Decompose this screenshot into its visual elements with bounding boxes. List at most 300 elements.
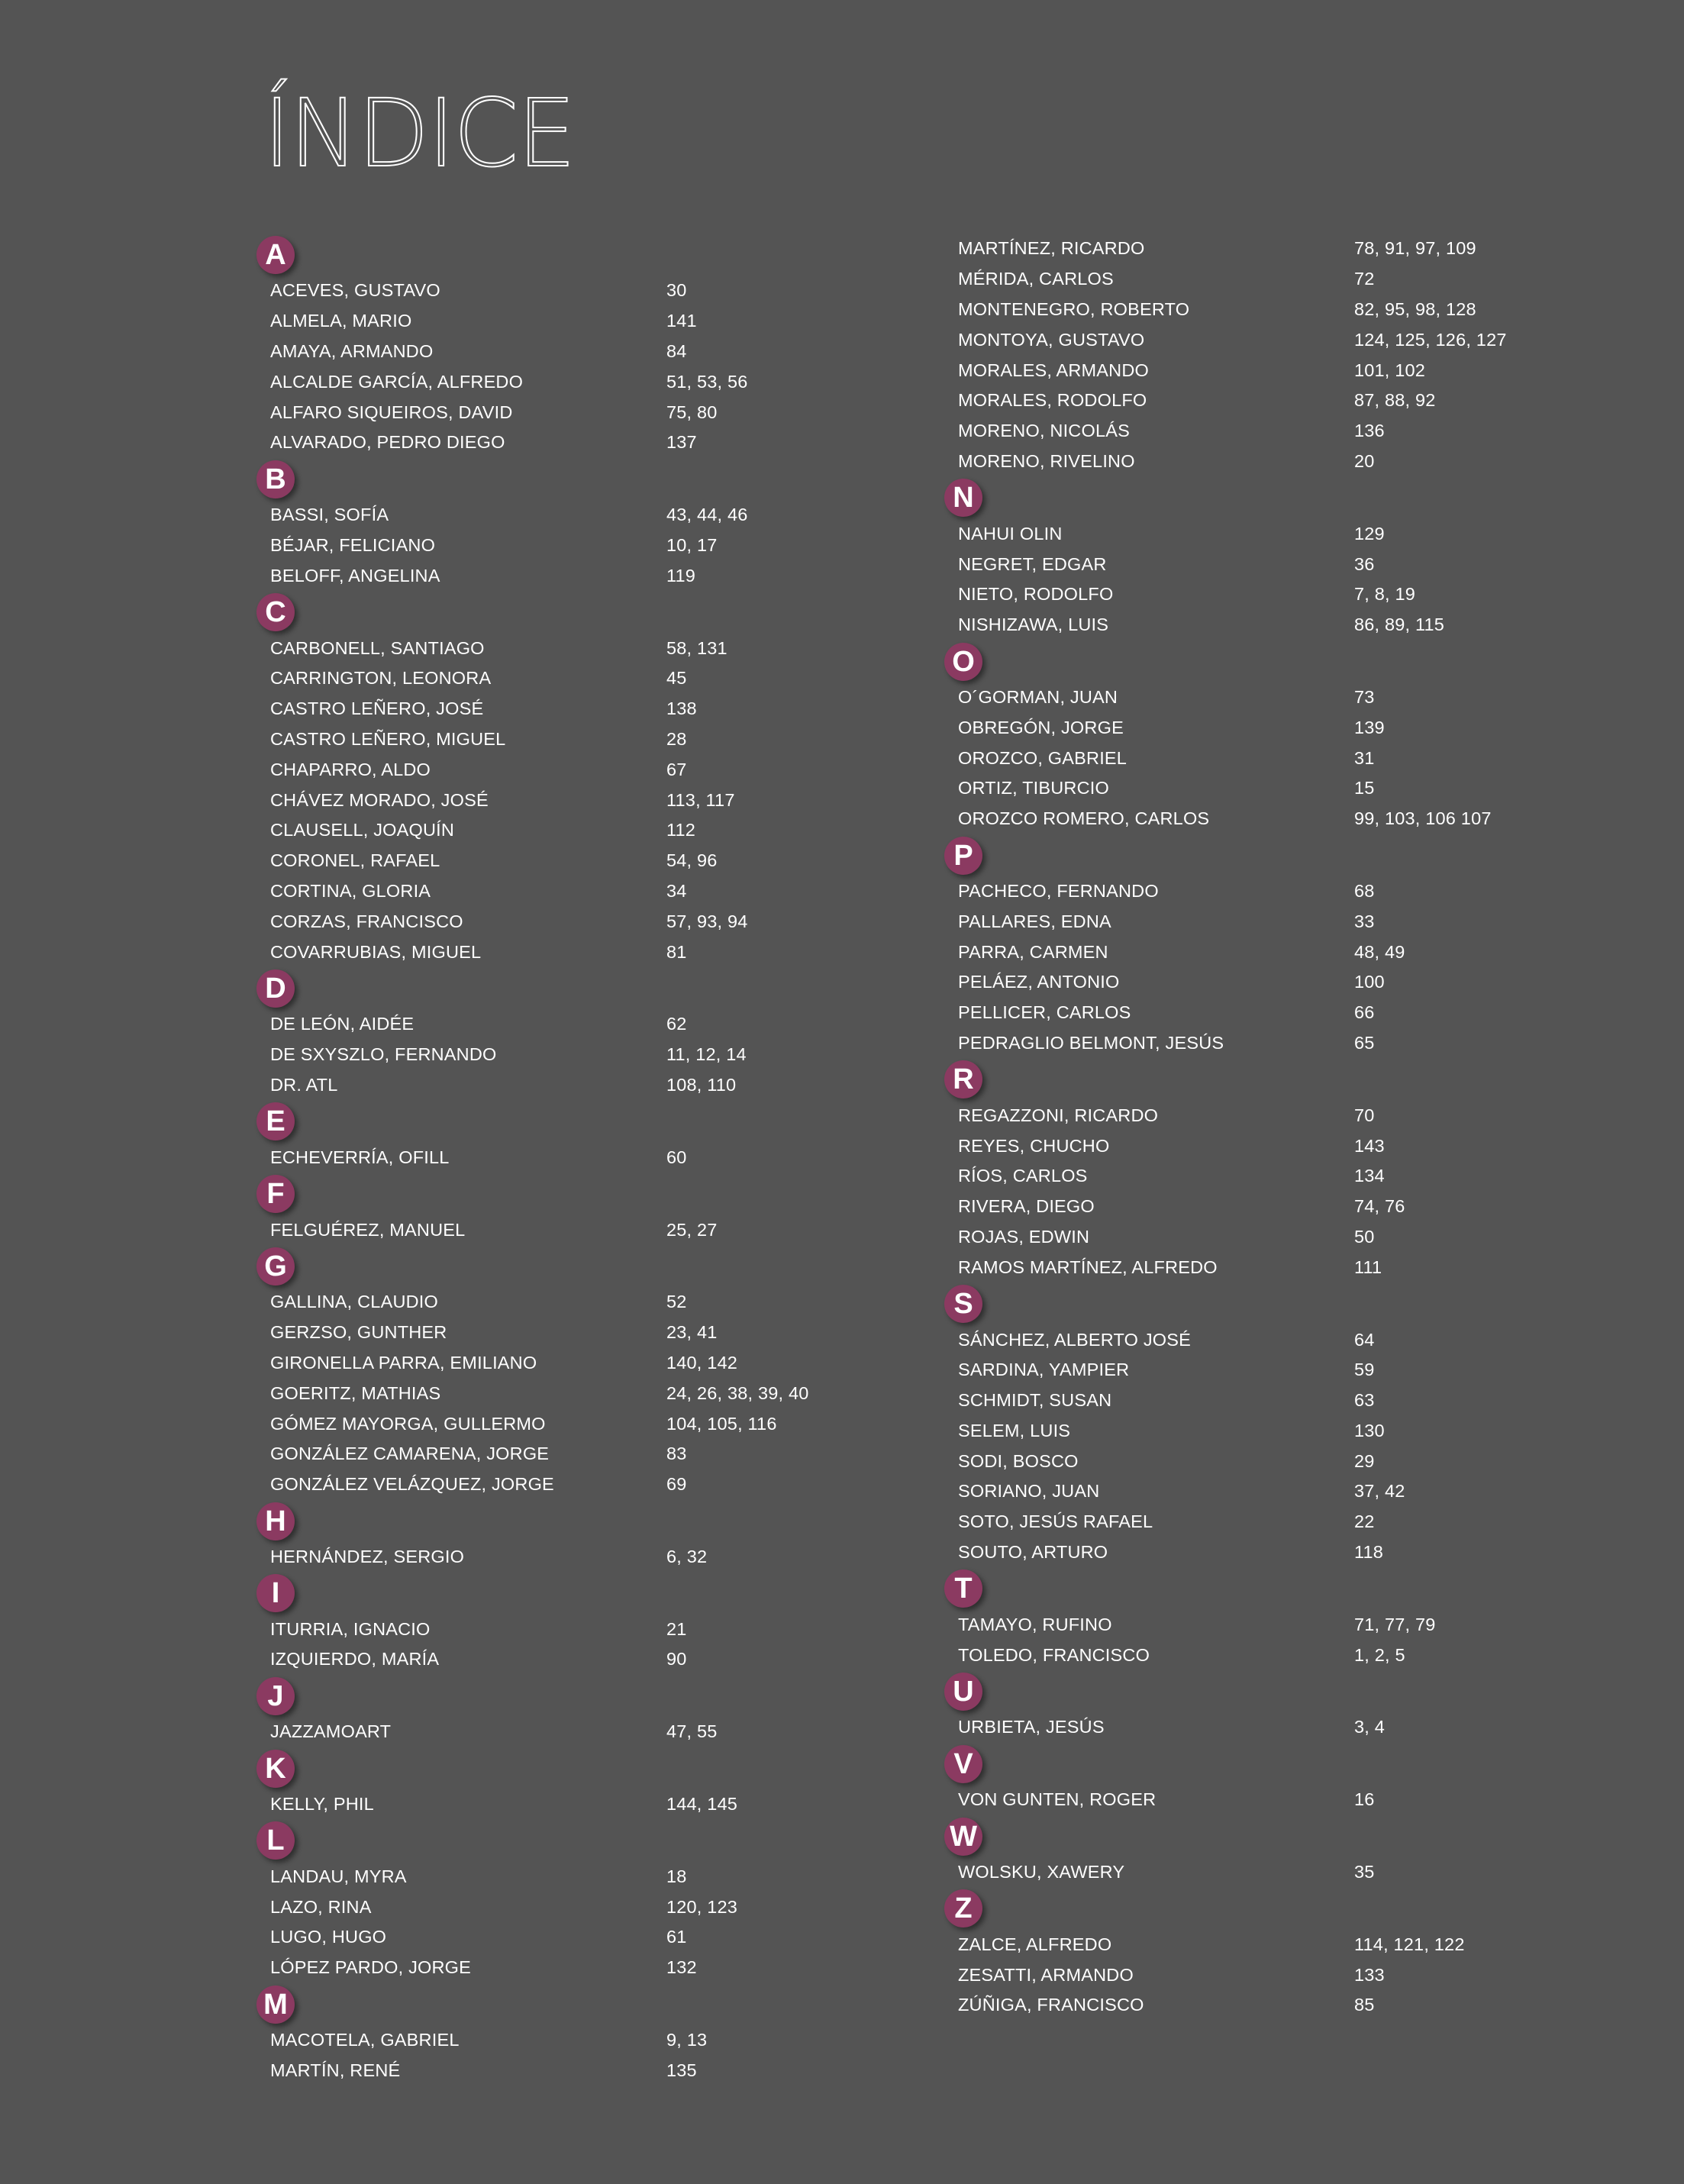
index-entry xyxy=(958,712,1645,743)
page-numbers: 67 xyxy=(666,759,687,779)
letter-heading-row xyxy=(264,1245,957,1287)
artist-name: WOLSKU, XAWERY xyxy=(958,1862,1125,1882)
artist-name: LUGO, HUGO xyxy=(270,1927,387,1947)
index-section xyxy=(265,591,957,967)
page-numbers: 100 xyxy=(1354,972,1385,992)
index-entry xyxy=(958,1222,1645,1253)
page-numbers: 20 xyxy=(1354,450,1375,471)
index-section xyxy=(265,967,957,1100)
index-entry xyxy=(958,1929,1645,1960)
index-entry xyxy=(270,1861,957,1892)
page-numbers: 132 xyxy=(666,1957,697,1978)
letter-heading-row xyxy=(265,591,957,633)
artist-name: MACOTELA, GABRIEL xyxy=(270,2030,460,2050)
letter-heading-row xyxy=(953,1743,1645,1785)
index-entry xyxy=(270,1070,957,1101)
page-numbers: 120, 123 xyxy=(666,1896,738,1917)
letter-badge: E xyxy=(256,1102,295,1140)
page-numbers: 111 xyxy=(1354,1257,1382,1277)
page-numbers: 7, 8, 19 xyxy=(1354,584,1415,605)
index-section xyxy=(953,1670,1645,1743)
page-numbers: 10, 17 xyxy=(666,534,718,555)
page-numbers: 140, 142 xyxy=(666,1352,738,1373)
page-numbers: 37, 42 xyxy=(1354,1481,1405,1502)
artist-name: ORTIZ, TIBURCIO xyxy=(958,778,1109,798)
index-entry xyxy=(270,1614,957,1644)
page-numbers: 138 xyxy=(666,698,697,719)
artist-name: NIETO, RODOLFO xyxy=(958,584,1114,605)
index-entry xyxy=(270,531,957,561)
artist-name: ECHEVERRÍA, OFILL xyxy=(270,1147,450,1167)
index-entry xyxy=(958,1537,1645,1568)
index-entry xyxy=(958,804,1645,834)
page-numbers: 85 xyxy=(1354,1995,1375,2015)
index-entry xyxy=(270,500,957,531)
artist-name: GÓMEZ MAYORGA, GULLERMO xyxy=(270,1413,546,1434)
artist-name: ZESATTI, ARMANDO xyxy=(958,1964,1134,1985)
index-entry xyxy=(270,1892,957,1922)
index-entry xyxy=(958,1192,1645,1222)
page-numbers: 11, 12, 14 xyxy=(666,1044,747,1065)
index-entry xyxy=(270,815,957,846)
index-entry xyxy=(270,937,957,967)
page-numbers: 30 xyxy=(666,280,687,301)
page-numbers: 143 xyxy=(1354,1135,1385,1156)
artist-name: LANDAU, MYRA xyxy=(270,1866,407,1886)
index-entry xyxy=(958,876,1645,907)
index-entry xyxy=(958,1857,1645,1888)
page-numbers: 59 xyxy=(1354,1360,1375,1380)
artist-name: URBIETA, JESÚS xyxy=(958,1717,1105,1737)
letter-badge: S xyxy=(944,1285,982,1323)
letter-heading-row xyxy=(953,1670,1645,1712)
index-section xyxy=(265,458,957,591)
artist-name: OROZCO ROMERO, CARLOS xyxy=(958,808,1210,829)
artist-name: MONTENEGRO, ROBERTO xyxy=(958,298,1190,319)
index-entry xyxy=(958,610,1645,640)
index-section xyxy=(270,1572,957,1675)
index-entry xyxy=(270,2025,957,2056)
page-numbers: 66 xyxy=(1354,1002,1375,1023)
index-entry xyxy=(270,1215,957,1245)
artist-name: SOTO, JESÚS RAFAEL xyxy=(958,1511,1153,1532)
artist-name: CARBONELL, SANTIAGO xyxy=(270,637,485,658)
page-numbers: 113, 117 xyxy=(666,789,735,810)
artist-name: MORENO, NICOLÁS xyxy=(958,421,1130,441)
letter-heading-row xyxy=(952,640,1645,682)
artist-name: RAMOS MARTÍNEZ, ALFREDO xyxy=(958,1257,1218,1277)
index-section xyxy=(266,1173,957,1245)
page-numbers: 90 xyxy=(666,1649,687,1669)
index-entry xyxy=(270,754,957,785)
page-numbers: 68 xyxy=(1354,880,1375,901)
artist-name: ALFARO SIQUEIROS, DAVID xyxy=(270,402,513,422)
index-section xyxy=(954,1567,1645,1670)
letter-heading-row xyxy=(267,1675,957,1717)
artist-name: NEGRET, EDGAR xyxy=(958,553,1107,574)
page-numbers: 6, 32 xyxy=(666,1546,708,1566)
index-entry xyxy=(958,1131,1645,1161)
page-numbers: 81 xyxy=(666,941,687,962)
page-numbers: 58, 131 xyxy=(666,637,727,658)
index-entry xyxy=(958,1028,1645,1059)
artist-name: ZÚÑIGA, FRANCISCO xyxy=(958,1995,1144,2015)
page-numbers: 139 xyxy=(1354,717,1385,737)
letter-badge: C xyxy=(256,593,295,631)
letter-badge: R xyxy=(944,1060,982,1098)
page-numbers: 83 xyxy=(666,1444,687,1464)
index-entry xyxy=(270,663,957,694)
index-entry xyxy=(958,447,1645,477)
index-entry xyxy=(270,1717,957,1747)
page-numbers: 86, 89, 115 xyxy=(1354,615,1445,635)
index-entry xyxy=(270,306,957,337)
index-entry xyxy=(270,1318,957,1348)
artist-name: REYES, CHUCHO xyxy=(958,1135,1110,1156)
artist-name: DE SXYSZLO, FERNANDO xyxy=(270,1044,497,1065)
artist-name: ALCALDE GARCÍA, ALFREDO xyxy=(270,371,524,392)
index-section xyxy=(953,1058,1645,1282)
artist-name: ALVARADO, PEDRO DIEGO xyxy=(270,432,505,453)
page-numbers: 112 xyxy=(666,820,696,840)
page-numbers: 134 xyxy=(1354,1166,1385,1186)
artist-name: O´GORMAN, JUAN xyxy=(958,686,1118,707)
artist-name: PACHECO, FERNANDO xyxy=(958,880,1159,901)
artist-name: GERZSO, GUNTHER xyxy=(270,1322,447,1343)
letter-heading-row xyxy=(263,1983,957,2025)
artist-name: BÉJAR, FELICIANO xyxy=(270,534,436,555)
index-entry xyxy=(270,1348,957,1379)
index-entry xyxy=(270,846,957,876)
index-entry xyxy=(958,355,1645,386)
page-numbers: 84 xyxy=(666,340,687,361)
letter-heading-row xyxy=(270,1572,957,1614)
page-numbers: 28 xyxy=(666,728,687,749)
index-entry xyxy=(270,1439,957,1469)
artist-name: PEDRAGLIO BELMONT, JESÚS xyxy=(958,1032,1224,1053)
page-numbers: 65 xyxy=(1354,1032,1375,1053)
index-entry xyxy=(958,998,1645,1028)
letter-badge: V xyxy=(944,1745,982,1783)
letter-badge: M xyxy=(256,1986,295,2024)
index-entry xyxy=(958,967,1645,998)
letter-badge: P xyxy=(944,837,982,875)
index-entry xyxy=(958,295,1645,325)
index-entry xyxy=(958,1446,1645,1476)
index-entry xyxy=(270,337,957,367)
index-entry xyxy=(958,773,1645,804)
artist-name: ITURRIA, IGNACIO xyxy=(270,1618,431,1639)
letter-badge: I xyxy=(256,1574,295,1612)
artist-name: NISHIZAWA, LUIS xyxy=(958,615,1109,635)
page-numbers: 23, 41 xyxy=(666,1322,718,1343)
page-numbers: 1, 2, 5 xyxy=(1354,1644,1405,1665)
page-numbers: 25, 27 xyxy=(666,1219,718,1240)
page-numbers: 137 xyxy=(666,432,697,453)
index-section xyxy=(264,1245,957,1500)
letter-badge: G xyxy=(256,1247,295,1286)
page-numbers: 118 xyxy=(1354,1542,1384,1563)
page-numbers: 99, 103, 106 107 xyxy=(1354,808,1492,829)
index-section xyxy=(265,1500,957,1573)
artist-name: SELEM, LUIS xyxy=(958,1420,1071,1440)
index-entry xyxy=(958,1960,1645,1990)
index-entry xyxy=(270,1789,957,1820)
letter-heading-row xyxy=(953,1282,1645,1324)
letter-badge: A xyxy=(256,236,295,274)
letter-heading-row xyxy=(265,1500,957,1542)
index-column-right xyxy=(950,234,1645,2021)
letter-heading-row xyxy=(265,967,957,1009)
page-numbers: 18 xyxy=(666,1866,687,1886)
index-entry xyxy=(958,549,1645,579)
page-numbers: 78, 91, 97, 109 xyxy=(1354,238,1476,259)
artist-name: KELLY, PHIL xyxy=(270,1794,374,1815)
letter-badge: N xyxy=(944,479,982,517)
index-section xyxy=(266,1100,957,1173)
artist-name: CASTRO LEÑERO, JOSÉ xyxy=(270,698,484,719)
page-numbers: 61 xyxy=(666,1927,687,1947)
letter-badge: W xyxy=(944,1818,982,1856)
artist-name: BASSI, SOFÍA xyxy=(270,505,389,525)
artist-name: SCHMIDT, SUSAN xyxy=(958,1390,1112,1411)
page-numbers: 60 xyxy=(666,1147,687,1167)
artist-name: NAHUI OLIN xyxy=(958,523,1063,544)
page-numbers: 57, 93, 94 xyxy=(666,911,748,931)
page-numbers: 129 xyxy=(1354,523,1385,544)
page-numbers: 70 xyxy=(1354,1105,1375,1125)
index-entry xyxy=(270,694,957,724)
page-numbers: 54, 96 xyxy=(666,850,718,871)
index-entry xyxy=(958,1476,1645,1507)
page-numbers: 114, 121, 122 xyxy=(1354,1934,1465,1954)
page-numbers: 22 xyxy=(1354,1511,1375,1532)
page-numbers: 75, 80 xyxy=(666,402,718,422)
page-numbers: 82, 95, 98, 128 xyxy=(1354,298,1476,319)
index-entry xyxy=(270,366,957,397)
page-numbers: 15 xyxy=(1354,778,1375,798)
artist-name: PARRA, CARMEN xyxy=(958,941,1108,962)
index-entry xyxy=(958,1324,1645,1355)
index-entry xyxy=(270,1953,957,1983)
artist-name: JAZZAMOART xyxy=(270,1721,392,1742)
page-numbers: 45 xyxy=(666,668,687,689)
index-entry xyxy=(958,234,1645,264)
artist-name: CHÁVEZ MORADO, JOSÉ xyxy=(270,789,489,810)
index-entry xyxy=(958,1416,1645,1447)
index-entry xyxy=(958,579,1645,610)
artist-name: SARDINA, YAMPIER xyxy=(958,1360,1130,1380)
index-entry xyxy=(958,1785,1645,1815)
index-entry xyxy=(958,416,1645,447)
artist-name: DR. ATL xyxy=(270,1074,338,1095)
letter-heading-row xyxy=(953,834,1645,876)
page-numbers: 136 xyxy=(1354,421,1385,441)
artist-name: COVARRUBIAS, MIGUEL xyxy=(270,941,482,962)
page-numbers: 133 xyxy=(1354,1964,1385,1985)
page-numbers: 31 xyxy=(1354,747,1375,768)
index-entry xyxy=(270,1287,957,1318)
index-entry xyxy=(958,682,1645,713)
artist-name: FELGUÉREZ, MANUEL xyxy=(270,1219,466,1240)
index-entry xyxy=(958,743,1645,773)
artist-name: PELÁEZ, ANTONIO xyxy=(958,972,1120,992)
letter-badge: O xyxy=(944,643,982,681)
index-entry xyxy=(958,1609,1645,1640)
artist-name: MARTÍNEZ, RICARDO xyxy=(958,238,1145,259)
letter-heading-row xyxy=(950,1815,1645,1857)
index-entry xyxy=(270,785,957,815)
page-numbers: 29 xyxy=(1354,1450,1375,1471)
index-entry xyxy=(958,1100,1645,1131)
artist-name: DE LEÓN, AIDÉE xyxy=(270,1014,415,1034)
index-entry xyxy=(958,1386,1645,1416)
artist-name: ZALCE, ALFREDO xyxy=(958,1934,1112,1954)
index-entry xyxy=(958,324,1645,355)
artist-name: MONTOYA, GUSTAVO xyxy=(958,329,1145,350)
letter-badge: J xyxy=(256,1677,295,1715)
artist-name: RIVERA, DIEGO xyxy=(958,1196,1095,1217)
index-entry xyxy=(958,264,1645,295)
page-numbers: 21 xyxy=(666,1618,687,1639)
artist-name: SOUTO, ARTURO xyxy=(958,1542,1108,1563)
index-entry xyxy=(958,1990,1645,2021)
page-numbers: 33 xyxy=(1354,911,1375,931)
page-numbers: 108, 110 xyxy=(666,1074,737,1095)
index-entry xyxy=(270,1922,957,1953)
index-entry xyxy=(270,560,957,591)
page-numbers: 47, 55 xyxy=(666,1721,718,1742)
artist-name: BELOFF, ANGELINA xyxy=(270,565,440,586)
artist-name: LÓPEZ PARDO, JORGE xyxy=(270,1957,472,1978)
letter-badge: L xyxy=(256,1821,295,1860)
page-numbers: 135 xyxy=(666,2060,697,2080)
letter-badge: B xyxy=(256,460,295,498)
letter-badge: H xyxy=(256,1502,295,1540)
artist-name: CORZAS, FRANCISCO xyxy=(270,911,463,931)
index-entry xyxy=(270,397,957,427)
page-numbers: 63 xyxy=(1354,1390,1375,1411)
page-numbers: 48, 49 xyxy=(1354,941,1405,962)
letter-heading-row xyxy=(953,1058,1645,1100)
artist-name: CORTINA, GLORIA xyxy=(270,880,431,901)
artist-name: GONZÁLEZ CAMARENA, JORGE xyxy=(270,1444,550,1464)
index-section xyxy=(953,834,1645,1059)
artist-name: CASTRO LEÑERO, MIGUEL xyxy=(270,728,506,749)
letter-heading-row xyxy=(265,458,957,500)
index-entry xyxy=(270,276,957,306)
page-numbers: 24, 26, 38, 39, 40 xyxy=(666,1382,809,1403)
index-entry xyxy=(958,518,1645,549)
letter-badge: Z xyxy=(944,1889,982,1928)
letter-heading-row xyxy=(265,234,957,276)
index-section xyxy=(953,476,1645,640)
page-title: ÍNDICE xyxy=(263,79,575,188)
page-numbers: 101, 102 xyxy=(1354,360,1426,380)
letter-heading-row xyxy=(266,1173,957,1215)
artist-name: RÍOS, CARLOS xyxy=(958,1166,1088,1186)
page-numbers: 9, 13 xyxy=(666,2030,708,2050)
index-entry xyxy=(958,1712,1645,1743)
index-entry xyxy=(270,1378,957,1408)
letter-badge: F xyxy=(256,1175,295,1213)
index-entry xyxy=(270,876,957,907)
page-numbers: 52 xyxy=(666,1292,687,1312)
artist-name: MORALES, RODOLFO xyxy=(958,390,1147,411)
artist-name: LAZO, RINA xyxy=(270,1896,372,1917)
index-section xyxy=(954,1887,1645,2020)
index-section xyxy=(267,1675,957,1747)
index-entry xyxy=(270,724,957,755)
artist-name: OBREGÓN, JORGE xyxy=(958,717,1124,737)
page-numbers: 71, 77, 79 xyxy=(1354,1614,1436,1634)
artist-name: REGAZZONI, RICARDO xyxy=(958,1105,1159,1125)
artist-name: ROJAS, EDWIN xyxy=(958,1226,1090,1247)
letter-badge: K xyxy=(256,1750,295,1788)
artist-name: IZQUIERDO, MARÍA xyxy=(270,1649,440,1669)
artist-name: ALMELA, MARIO xyxy=(270,311,412,331)
index-entry xyxy=(958,906,1645,937)
artist-name: MÉRIDA, CARLOS xyxy=(958,269,1114,289)
artist-name: OROZCO, GABRIEL xyxy=(958,747,1128,768)
artist-name: GOERITZ, MATHIAS xyxy=(270,1382,441,1403)
index-section xyxy=(265,1747,957,1820)
index-section xyxy=(958,234,1645,476)
index-entry xyxy=(270,1469,957,1500)
index-section xyxy=(953,1743,1645,1815)
index-section xyxy=(265,234,957,458)
letter-badge: D xyxy=(256,969,295,1008)
page-numbers: 124, 125, 126, 127 xyxy=(1354,329,1507,350)
page-numbers: 3, 4 xyxy=(1354,1717,1385,1737)
page-numbers: 69 xyxy=(666,1474,687,1495)
artist-name: VON GUNTEN, ROGER xyxy=(958,1789,1157,1810)
index-entry xyxy=(270,1142,957,1173)
letter-heading-row xyxy=(266,1100,957,1142)
page-numbers: 50 xyxy=(1354,1226,1375,1247)
page-numbers: 104, 105, 116 xyxy=(666,1413,777,1434)
artist-name: HERNÁNDEZ, SERGIO xyxy=(270,1546,465,1566)
letter-heading-row xyxy=(954,1887,1645,1929)
artist-name: CLAUSELL, JOAQUÍN xyxy=(270,820,455,840)
artist-name: TOLEDO, FRANCISCO xyxy=(958,1644,1150,1665)
letter-heading-row xyxy=(953,476,1645,518)
page-numbers: 119 xyxy=(666,565,696,586)
index-entry xyxy=(958,1252,1645,1282)
index-entry xyxy=(270,906,957,937)
page-numbers: 73 xyxy=(1354,686,1375,707)
index-entry xyxy=(270,427,957,458)
artist-name: GIRONELLA PARRA, EMILIANO xyxy=(270,1352,537,1373)
letter-heading-row xyxy=(266,1819,957,1861)
page-numbers: 72 xyxy=(1354,269,1375,289)
page-numbers: 130 xyxy=(1354,1420,1385,1440)
artist-name: AMAYA, ARMANDO xyxy=(270,340,434,361)
index-entry xyxy=(958,1640,1645,1670)
page-numbers: 16 xyxy=(1354,1789,1375,1810)
page-numbers: 51, 53, 56 xyxy=(666,371,748,392)
artist-name: MORALES, ARMANDO xyxy=(958,360,1149,380)
artist-name: PELLICER, CARLOS xyxy=(958,1002,1131,1023)
page-numbers: 74, 76 xyxy=(1354,1196,1405,1217)
artist-name: CARRINGTON, LEONORA xyxy=(270,668,492,689)
index-entry xyxy=(958,1161,1645,1192)
page-numbers: 144, 145 xyxy=(666,1794,738,1815)
page-numbers: 34 xyxy=(666,880,687,901)
page-numbers: 64 xyxy=(1354,1329,1375,1350)
index-section xyxy=(266,1819,957,1982)
letter-badge: T xyxy=(944,1569,982,1608)
